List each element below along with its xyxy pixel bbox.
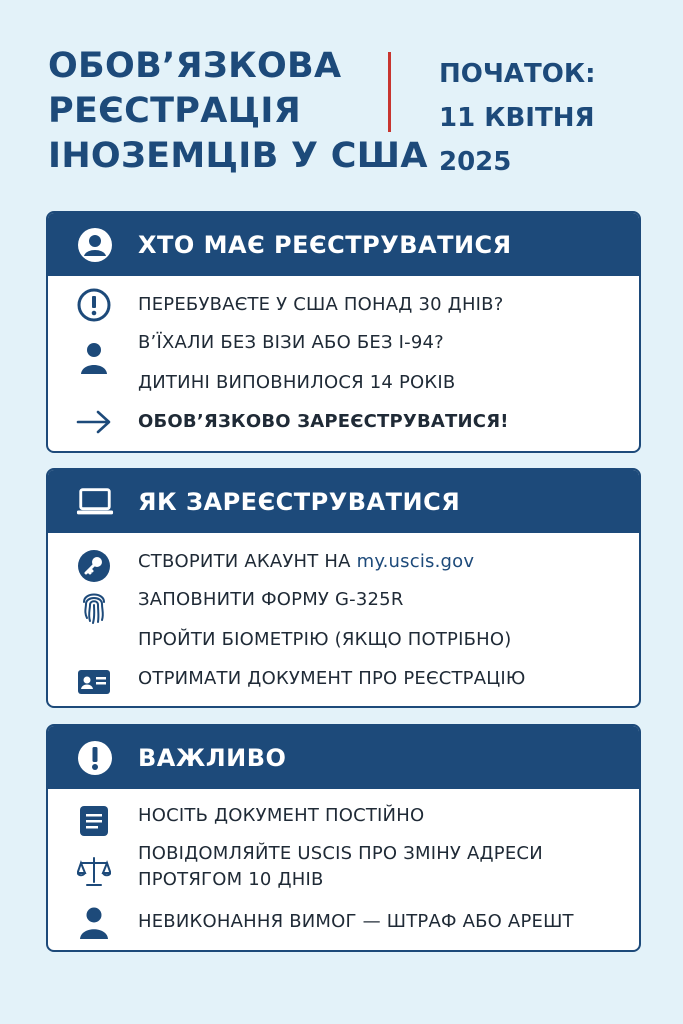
page-title [48, 44, 428, 179]
start-label: ПОЧАТОК: [439, 59, 596, 89]
item-text-main: СТВОРИТИ АКАУНТ НА [138, 551, 357, 572]
section-how [46, 468, 641, 708]
list-item [48, 907, 639, 937]
list-item [48, 368, 639, 398]
list-item [48, 625, 639, 655]
header-divider [388, 52, 391, 132]
list-item [48, 407, 639, 437]
item-text: В’ЇХАЛИ БЕЗ ВІЗИ АБО БЕЗ І-94? [138, 332, 444, 353]
uscis-link[interactable]: my.uscis.gov [356, 551, 475, 572]
item-text: НОСІТЬ ДОКУМЕНТ ПОСТІЙНО [138, 805, 425, 826]
fingerprint-icon [76, 589, 112, 625]
start-date [439, 52, 595, 184]
start-date-line: 11 КВІТНЯ [439, 103, 595, 133]
item-text-line: ПРОТЯГОМ 10 ДНІВ [138, 869, 324, 890]
item-text: НЕВИКОНАННЯ ВИМОГ — ШТРАФ АБО АРЕШТ [138, 911, 574, 932]
section-title: ЯК ЗАРЕЄСТРУВАТИСЯ [138, 487, 461, 516]
document-icon [76, 803, 112, 839]
list-item [48, 547, 639, 577]
list-item [48, 328, 639, 358]
person-circle-icon [76, 226, 114, 264]
laptop-icon [76, 483, 114, 521]
list-item [48, 841, 639, 897]
section-title: ВАЖЛИВО [138, 743, 287, 772]
section-header [48, 726, 639, 789]
exclamation-circle-icon [76, 287, 112, 323]
item-text: ПЕРЕБУВАЄТЕ У США ПОНАД 30 ДНІВ? [138, 294, 504, 315]
id-card-icon [76, 664, 112, 700]
section-who [46, 211, 641, 453]
start-year: 2025 [439, 147, 512, 177]
section-important [46, 724, 641, 952]
list-item [48, 290, 639, 320]
title-line: ОБОВ’ЯЗКОВА [48, 46, 342, 86]
item-text: ПРОЙТИ БІОМЕТРІЮ (ЯКЩО ПОТРІБНО) [138, 629, 512, 650]
list-item [48, 801, 639, 831]
section-header [48, 213, 639, 276]
list-item [48, 664, 639, 694]
header [48, 44, 648, 194]
arrow-right-icon [76, 404, 112, 440]
item-text: ЗАПОВНИТИ ФОРМУ G-325R [138, 589, 404, 610]
item-text-line: ПОВІДОМЛЯЙТЕ USCIS ПРО ЗМІНУ АДРЕСИ [138, 843, 543, 864]
person-icon [76, 905, 112, 941]
section-title: ХТО МАЄ РЕЄСТРУВАТИСЯ [138, 230, 512, 259]
exclamation-circle-icon [76, 739, 114, 777]
section-header [48, 470, 639, 533]
title-line: РЕЄСТРАЦІЯ [48, 91, 301, 131]
scales-icon [76, 853, 112, 889]
key-icon [76, 548, 112, 584]
item-text: ОБОВ’ЯЗКОВО ЗАРЕЄСТРУВАТИСЯ! [138, 411, 509, 432]
title-line: ІНОЗЕМЦІВ У США [48, 136, 428, 176]
item-text [138, 841, 543, 893]
item-text: ОТРИМАТИ ДОКУМЕНТ ПРО РЕЄСТРАЦІЮ [138, 668, 526, 689]
list-item [48, 585, 639, 615]
item-text: ДИТИНІ ВИПОВНИЛОСЯ 14 РОКІВ [138, 372, 456, 393]
item-text [138, 549, 474, 575]
